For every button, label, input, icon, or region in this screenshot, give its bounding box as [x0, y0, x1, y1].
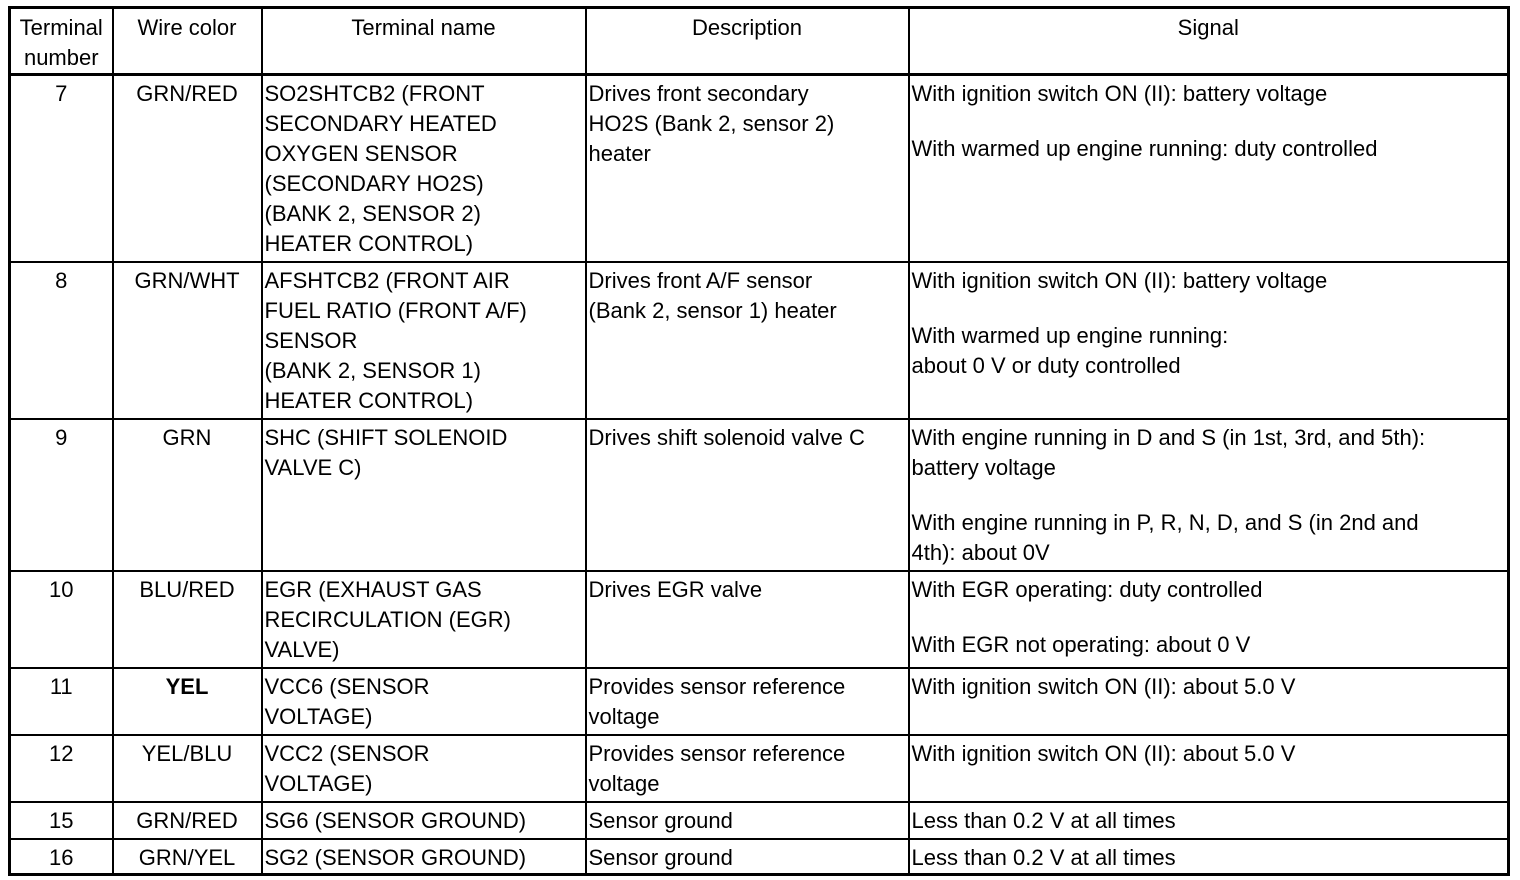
header-terminal-name: Terminal name — [262, 8, 586, 75]
table-row — [10, 839, 1509, 875]
terminal-name-line: (BANK 2, SENSOR 1) — [264, 357, 481, 383]
wire-color-cell: GRN — [113, 419, 262, 571]
terminal-name-cell — [262, 419, 586, 571]
terminal-name-line: SECONDARY HEATED — [264, 111, 497, 136]
table-row — [10, 419, 1509, 571]
signal-line: With EGR not operating: about 0 V — [911, 631, 1251, 657]
terminal-name-line: EGR (EXHAUST GAS — [264, 576, 482, 602]
signal-paragraph — [912, 321, 1506, 381]
terminal-name-cell — [262, 839, 586, 875]
wire-color-cell: GRN/WHT — [113, 262, 262, 419]
terminal-name-line: RECIRCULATION (EGR) — [264, 606, 511, 632]
terminal-name-line: SHC (SHIFT SOLENOID — [264, 424, 508, 450]
wire-color-cell: YEL — [113, 668, 262, 735]
header-terminal-number-line: number — [23, 45, 99, 70]
signal-line: Less than 0.2 V at all times — [911, 807, 1176, 833]
description-line: Sensor ground — [588, 807, 733, 833]
signal-paragraph — [912, 79, 1506, 109]
table-row — [10, 75, 1509, 262]
description-cell — [586, 262, 909, 419]
signal-line: With ignition switch ON (II): about 5.0 V — [911, 673, 1296, 699]
terminal-name-cell — [262, 802, 586, 839]
description-line: Sensor ground — [588, 844, 733, 870]
description-cell — [586, 735, 909, 802]
description-cell — [586, 75, 909, 262]
header-terminal-number — [10, 8, 113, 75]
terminal-name-line: OXYGEN SENSOR — [264, 141, 458, 166]
signal-paragraph — [912, 134, 1506, 164]
table-body — [10, 75, 1509, 875]
header-terminal-number-line: Terminal — [19, 15, 103, 40]
description-line: Provides sensor reference — [588, 673, 846, 699]
terminal-name-cell — [262, 262, 586, 419]
wire-color-cell: GRN/RED — [113, 75, 262, 262]
wire-color-cell: GRN/RED — [113, 802, 262, 839]
table-row — [10, 262, 1509, 419]
description-line: voltage — [588, 703, 660, 729]
signal-paragraph — [912, 672, 1506, 702]
signal-paragraph — [912, 739, 1506, 769]
description-line: Drives EGR valve — [588, 576, 763, 602]
wire-color-cell: GRN/YEL — [113, 839, 262, 875]
signal-line: With ignition switch ON (II): battery voltage — [911, 267, 1328, 293]
header-wire-color: Wire color — [113, 8, 262, 75]
description-line: voltage — [588, 770, 660, 796]
signal-paragraph — [912, 423, 1506, 483]
terminal-name-line: FUEL RATIO (FRONT A/F) — [264, 297, 527, 323]
terminal-name-line: AFSHTCB2 (FRONT AIR — [264, 267, 510, 293]
table-row — [10, 571, 1509, 668]
table-row — [10, 735, 1509, 802]
signal-line: 4th): about 0V — [911, 539, 1050, 565]
header-signal: Signal — [909, 8, 1509, 75]
terminal-number-cell: 15 — [10, 802, 113, 839]
terminal-number-cell: 7 — [10, 75, 113, 262]
signal-line: With warmed up engine running: duty controlled — [911, 136, 1378, 161]
terminal-name-line: SG6 (SENSOR GROUND) — [264, 807, 527, 833]
terminal-name-line: HEATER CONTROL) — [264, 231, 474, 256]
header-description: Description — [586, 8, 909, 75]
signal-paragraph — [912, 630, 1506, 660]
terminal-name-cell — [262, 668, 586, 735]
terminal-name-line: VALVE) — [264, 636, 340, 662]
description-line: HO2S (Bank 2, sensor 2) — [588, 111, 835, 136]
description-line: heater — [588, 141, 651, 166]
signal-paragraph — [912, 266, 1506, 296]
description-line: Drives front secondary — [588, 81, 809, 106]
description-cell — [586, 839, 909, 875]
terminal-name-line: VCC6 (SENSOR — [264, 673, 430, 699]
wire-color-cell: BLU/RED — [113, 571, 262, 668]
signal-paragraph — [912, 575, 1506, 605]
description-line: Drives shift solenoid valve C — [588, 424, 865, 450]
signal-line: With engine running in D and S (in 1st, 3rd, and 5th): — [911, 424, 1426, 450]
signal-cell — [909, 802, 1509, 839]
terminal-name-line: VOLTAGE) — [264, 703, 373, 729]
description-cell — [586, 802, 909, 839]
description-cell — [586, 419, 909, 571]
terminal-number-cell: 10 — [10, 571, 113, 668]
terminal-name-line: (BANK 2, SENSOR 2) — [264, 201, 481, 226]
description-line: (Bank 2, sensor 1) heater — [588, 297, 837, 323]
signal-cell — [909, 419, 1509, 571]
terminal-number-cell: 12 — [10, 735, 113, 802]
description-cell — [586, 668, 909, 735]
signal-line: about 0 V or duty controlled — [911, 352, 1181, 378]
terminal-number-cell: 9 — [10, 419, 113, 571]
signal-cell — [909, 571, 1509, 668]
terminal-name-line: VOLTAGE) — [264, 770, 373, 796]
terminal-name-line: VALVE C) — [264, 454, 362, 480]
description-line: Drives front A/F sensor — [588, 267, 813, 293]
terminal-name-cell — [262, 735, 586, 802]
terminal-name-line: VCC2 (SENSOR — [264, 740, 430, 766]
terminal-name-line: SG2 (SENSOR GROUND) — [264, 844, 527, 870]
signal-line: With EGR operating: duty controlled — [911, 576, 1263, 602]
terminal-number-cell: 11 — [10, 668, 113, 735]
terminal-name-cell — [262, 75, 586, 262]
table-header — [10, 8, 1509, 75]
terminal-name-line: SENSOR — [264, 327, 358, 353]
signal-line: battery voltage — [911, 454, 1056, 480]
terminal-name-line: (SECONDARY HO2S) — [264, 171, 484, 196]
signal-cell — [909, 735, 1509, 802]
terminal-name-cell — [262, 571, 586, 668]
terminal-table — [8, 6, 1510, 876]
signal-line: Less than 0.2 V at all times — [911, 844, 1176, 870]
table-row — [10, 668, 1509, 735]
signal-paragraph — [912, 806, 1506, 836]
description-line: Provides sensor reference — [588, 740, 846, 766]
signal-line: With ignition switch ON (II): about 5.0 V — [911, 740, 1296, 766]
signal-cell — [909, 262, 1509, 419]
signal-line: With ignition switch ON (II): battery voltage — [911, 81, 1328, 106]
terminal-name-line: HEATER CONTROL) — [264, 387, 474, 413]
wire-color-cell: YEL/BLU — [113, 735, 262, 802]
description-cell — [586, 571, 909, 668]
table-row — [10, 802, 1509, 839]
signal-paragraph — [912, 508, 1506, 568]
signal-cell — [909, 75, 1509, 262]
signal-cell — [909, 668, 1509, 735]
signal-line: With warmed up engine running: — [911, 322, 1229, 348]
terminal-number-cell: 8 — [10, 262, 113, 419]
signal-paragraph — [912, 843, 1506, 873]
terminal-name-line: SO2SHTCB2 (FRONT — [264, 81, 485, 106]
signal-line: With engine running in P, R, N, D, and S (in 2nd and — [911, 509, 1419, 535]
terminal-number-cell: 16 — [10, 839, 113, 875]
signal-cell — [909, 839, 1509, 875]
